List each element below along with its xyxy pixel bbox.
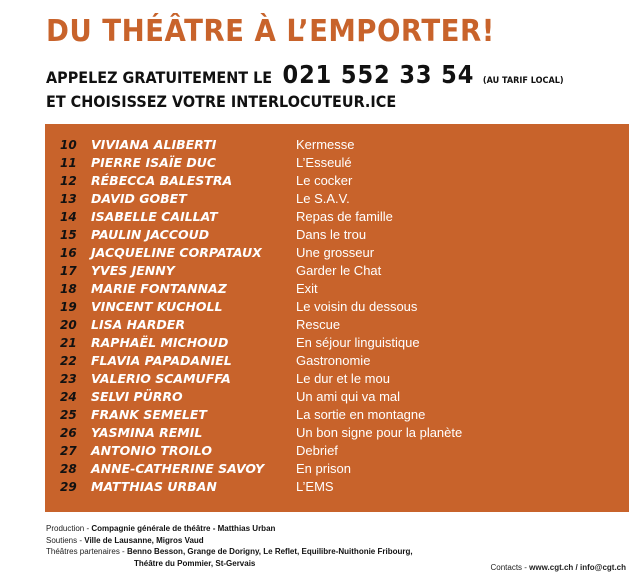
performer-name: ISABELLE CAILLAT [91,209,218,224]
production-label: Production - [46,524,92,533]
phone-number[interactable]: 021 552 33 54 [282,60,475,89]
entry-number: 22 [60,354,77,368]
play-title: Un bon signe pour la planète [296,425,463,440]
entry-number: 14 [60,210,77,224]
tariff-note: (AU TARIF LOCAL) [482,76,564,86]
entry-number: 25 [60,408,77,422]
play-title: Un ami qui va mal [296,389,401,404]
production-value: Compagnie générale de théâtre - Matthias Urban [91,524,276,533]
credits-block [46,523,413,569]
soutiens-label: Soutiens - [46,535,85,545]
play-title: Exit [296,281,318,296]
play-title: Kermesse [296,137,355,152]
soutiens-value: Ville de Lausanne, Migros Vaud [84,535,204,545]
play-title: L’EMS [296,479,334,494]
entry-number: 26 [60,426,77,440]
entry-number: 28 [60,462,77,476]
play-title: L’Esseulé [296,155,352,170]
play-title: En séjour linguistique [296,335,420,350]
partners-line-2: Théâtre du Pommier, St-Gervais [134,558,256,568]
play-title: En prison [296,461,351,476]
play-title: Le dur et le mou [296,371,390,386]
performer-name: ANTONIO TROILO [91,443,212,458]
credit-production [46,523,413,535]
performer-name: MATTHIAS URBAN [91,479,217,494]
performer-name: FRANK SEMELET [91,407,207,422]
entry-number: 16 [60,246,77,260]
partners-label: Théâtres partenaires - [46,547,127,556]
play-title: Gastronomie [296,353,371,368]
call-text: APPELEZ GRATUITEMENT LE [46,68,273,87]
performer-name: SELVI PÜRRO [91,389,183,404]
performer-name: FLAVIA PAPADANIEL [91,353,232,368]
performer-name: VINCENT KUCHOLL [91,299,223,314]
performer-name: LISA HARDER [91,317,185,332]
performer-name: VIVIANA ALIBERTI [91,137,217,152]
entry-number: 17 [60,264,77,278]
entry-number: 10 [60,138,77,152]
entry-number: 11 [60,156,77,170]
entry-number: 24 [60,390,77,404]
entry-number: 27 [60,444,77,458]
performer-name: PIERRE ISAÏE DUC [91,155,217,170]
credit-partners [46,546,413,558]
poster-title: DU THÉÂTRE À L’EMPORTER! [46,14,495,49]
performer-name: MARIE FONTANNAZ [91,281,227,296]
play-title: Repas de famille [296,209,393,224]
program-list [45,136,629,508]
performer-name: DAVID GOBET [91,191,187,206]
performer-name: RÉBECCA BALESTRA [91,173,233,188]
performer-name: PAULIN JACCOUD [91,227,210,242]
entry-number: 19 [60,300,77,314]
play-title: Le S.A.V. [296,191,350,206]
partners-line-1: Benno Besson, Grange de Dorigny, Le Reflet, Equilibre-Nuithonie Fribourg, [126,547,413,556]
entry-number: 21 [60,336,77,350]
play-title: Dans le trou [296,227,367,242]
performer-name: ANNE-CATHERINE SAVOY [91,461,265,476]
credit-soutiens [46,535,413,547]
credit-partners-cont [46,558,413,570]
entry-number: 18 [60,282,77,296]
entry-number: 12 [60,174,77,188]
play-title: Debrief [296,443,338,458]
contacts-links[interactable]: www.cgt.ch / info@cgt.ch [529,563,626,572]
performer-name: JACQUELINE CORPATAUX [91,245,262,260]
play-title: Le cocker [296,173,353,188]
entry-number: 29 [60,480,77,494]
play-title: Rescue [296,317,341,332]
performer-name: VALERIO SCAMUFFA [91,371,231,386]
play-title: Le voisin du dessous [296,299,418,314]
performer-name: YASMINA REMIL [91,425,203,440]
contacts-label: Contacts - [490,563,530,572]
play-title: La sortie en montagne [296,407,426,422]
call-line [46,60,564,89]
choose-line: ET CHOISISSEZ VOTRE INTERLOCUTEUR.ICE [46,92,397,111]
entry-number: 20 [60,318,77,332]
performer-name: YVES JENNY [91,263,175,278]
play-title: Une grosseur [296,245,375,260]
performer-name: RAPHAËL MICHOUD [91,335,229,350]
entry-number: 13 [60,192,77,206]
contacts [490,563,626,572]
entry-number: 23 [60,372,77,386]
play-title: Garder le Chat [296,263,382,278]
entry-number: 15 [60,228,77,242]
